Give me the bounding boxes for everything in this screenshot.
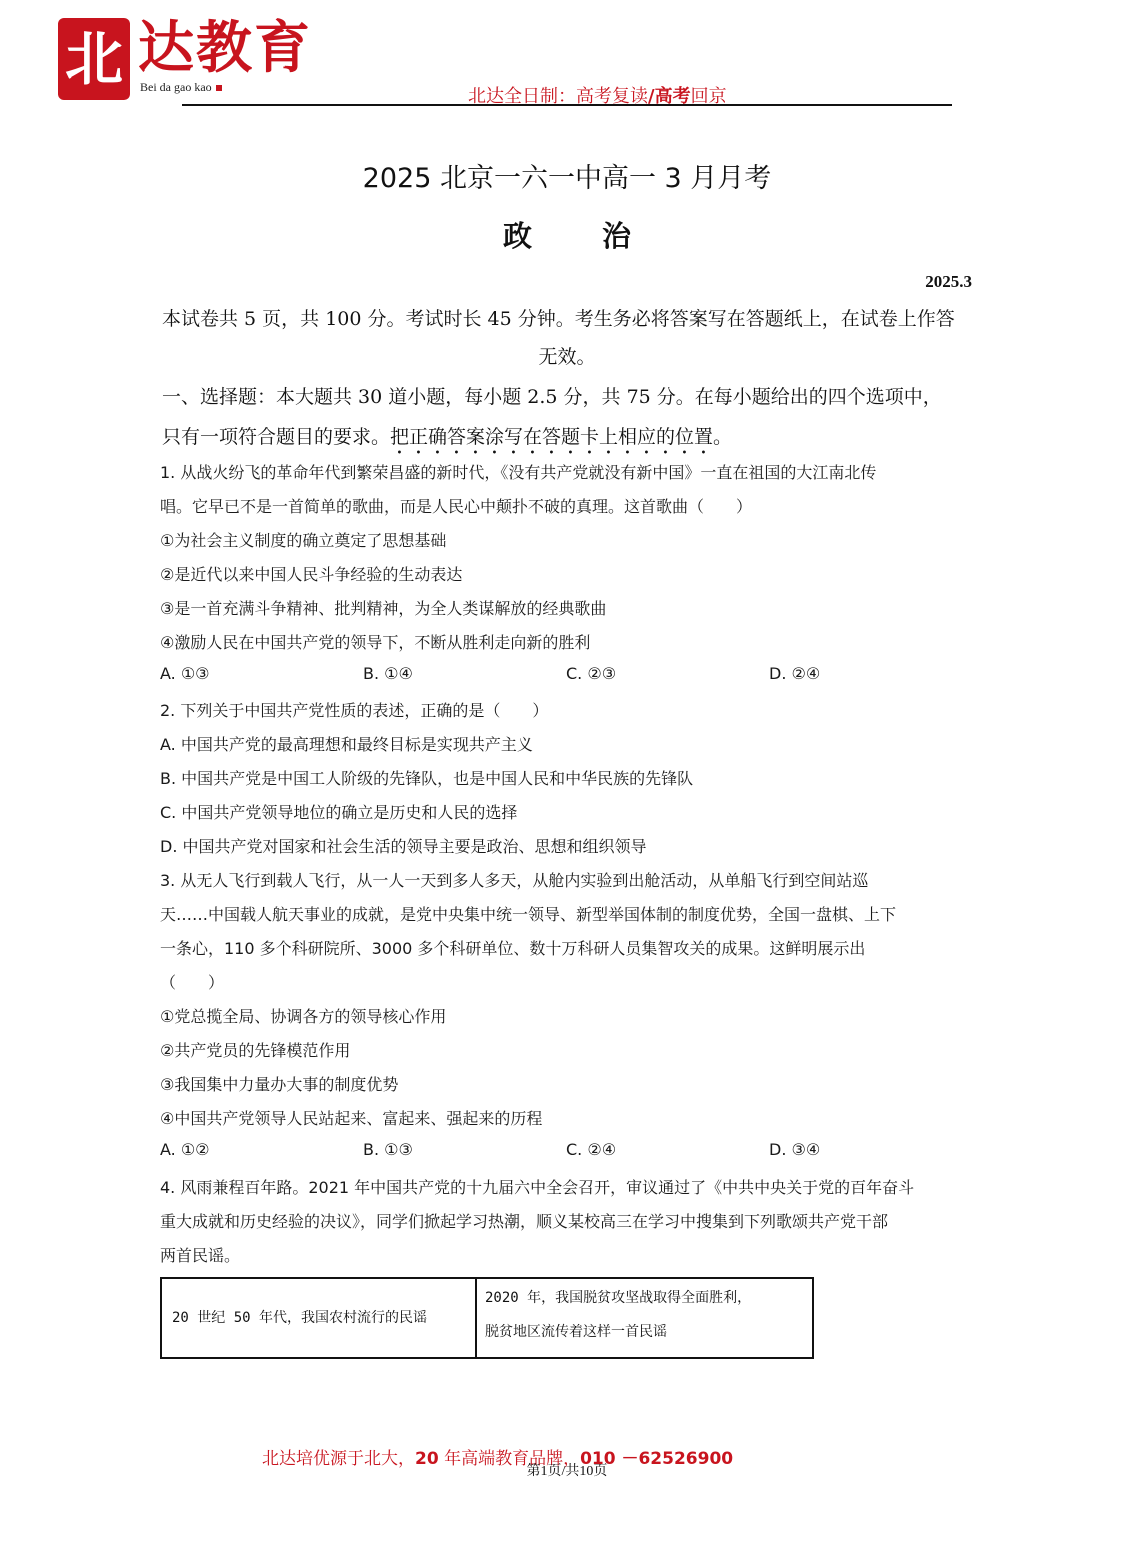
q3-statement-1: ①党总揽全局、协调各方的领导核心作用 (160, 1007, 447, 1026)
slogan-part1: 北达全日制：高考复读 (468, 86, 648, 107)
logo-char: 北 (64, 25, 123, 93)
q3-statement-2: ②共产党员的先锋模范作用 (160, 1041, 351, 1060)
footer-ad-part1: 北达培优源于北大， (262, 1449, 415, 1469)
logo-subtitle (140, 80, 222, 95)
q2-option-d: D. 中国共产党对国家和社会生活的领导主要是政治、思想和组织领导 (160, 837, 647, 856)
q4-stem-line1: 4. 风雨兼程百年路。2021 年中国共产党的十九届六中全会召开，审议通过了《中共中央关于党的百年奋斗 (160, 1178, 915, 1197)
slogan-part2: 回京 (690, 86, 727, 107)
q1-statement-4: ④激励人民在中国共产党的领导下，不断从胜利走向新的胜利 (160, 633, 591, 652)
q1-statement-1: ①为社会主义制度的确立奠定了思想基础 (160, 531, 447, 550)
q4-stem-line2: 重大成就和历史经验的决议》，同学们掀起学习热潮，顺义某校高三在学习中搜集到下列歌颂共产党干部 (160, 1212, 889, 1231)
q4-stem-line3: 两首民谣。 (160, 1246, 241, 1265)
q3-stem-line1: 3. 从无人飞行到载人飞行，从一人一天到多人多天，从舱内实验到出舱活动，从单船飞行到空间站巡 (160, 871, 869, 890)
section-line2-a: 只有一项符合题目的要求。 (162, 426, 391, 448)
q3-option-d: D. ③④ (769, 1140, 821, 1159)
q3-option-a: A. ①② (160, 1140, 210, 1159)
q1-option-b: B. ①④ (363, 664, 413, 683)
q2-option-a: A. 中国共产党的最高理想和最终目标是实现共产主义 (160, 735, 533, 754)
exam-intro-line1: 本试卷共 5 页，共 100 分。考试时长 45 分钟。考生务必将答案写在答题纸上，在试卷上作答 (162, 308, 955, 330)
q2-stem: 2. 下列关于中国共产党性质的表述，正确的是（ ） (160, 701, 549, 720)
header-divider (182, 104, 952, 106)
logo-subtitle-text: Bei da gao kao (140, 80, 212, 94)
q4-table-right-line2: 脱贫地区流传着这样一首民谣 (485, 1324, 667, 1340)
square-icon (216, 85, 222, 91)
section-heading-line1: 一、选择题：本大题共 30 道小题，每小题 2.5 分，共 75 分。在每小题给出的四个选项中， (162, 386, 942, 408)
q3-option-b: B. ①③ (363, 1140, 413, 1159)
section-line2-c: 。 (713, 426, 733, 448)
q3-stem-line4: （ ） (160, 973, 225, 992)
q3-stem-line2: 天……中国载人航天事业的成就，是党中央集中统一领导、新型举国体制的制度优势，全国一盘棋、上下 (160, 905, 897, 924)
q1-stem-line2: 唱。它早已不是一首简单的歌曲，而是人民心中颠扑不破的真理。这首歌曲（ ） (160, 497, 753, 516)
q3-statement-3: ③我国集中力量办大事的制度优势 (160, 1075, 399, 1094)
exam-intro-line2: 无效。 (538, 346, 596, 368)
slogan-bold: /高考 (648, 86, 691, 107)
logo-mark (58, 18, 130, 100)
section-line2-emphasis: 把正确答案涂写在答题卡上相应的位置 (390, 426, 714, 448)
page-number: 第1页/共10页 (526, 1464, 608, 1479)
footer-ad-bold1: 20 (415, 1449, 439, 1469)
q4-table-cell-right (477, 1279, 812, 1357)
q3-stem-line3: 一条心，110 多个科研院所、3000 多个科研单位、数十万科研人员集智攻关的成果。这鲜明展示出 (160, 939, 866, 958)
exam-date: 2025.3 (925, 272, 972, 291)
q1-option-c: C. ②③ (566, 664, 617, 683)
q1-option-d: D. ②④ (769, 664, 821, 683)
q2-option-c: C. 中国共产党领导地位的确立是历史和人民的选择 (160, 803, 518, 822)
q4-table-right-line1: 2020 年，我国脱贫攻坚战取得全面胜利， (485, 1290, 752, 1306)
logo-text: 达教育 (138, 15, 312, 81)
q1-statement-2: ②是近代以来中国人民斗争经验的生动表达 (160, 565, 463, 584)
exam-title: 2025 北京一六一中高一 3 月月考 (362, 163, 772, 194)
footer-phone: 010 －62526900 (580, 1449, 734, 1469)
exam-subject: 政 治 (502, 219, 632, 253)
footer-ad-part2: 年高端教育品牌， (438, 1449, 581, 1469)
q4-table-cell-left (162, 1279, 477, 1357)
q1-statement-3: ③是一首充满斗争精神、批判精神，为全人类谋解放的经典歌曲 (160, 599, 607, 618)
q1-stem-line1: 1. 从战火纷飞的革命年代到繁荣昌盛的新时代，《没有共产党就没有新中国》一直在祖国的大江南北传 (160, 463, 877, 482)
brand-logo (58, 14, 358, 104)
q4-table-left-text: 20 世纪 50 年代，我国农村流行的民谣 (172, 1310, 428, 1326)
q4-table (160, 1277, 814, 1359)
q1-option-a: A. ①③ (160, 664, 210, 683)
q2-option-b: B. 中国共产党是中国工人阶级的先锋队，也是中国人民和中华民族的先锋队 (160, 769, 694, 788)
section-heading-line2 (162, 422, 732, 459)
q3-option-c: C. ②④ (566, 1140, 617, 1159)
q3-statement-4: ④中国共产党领导人民站起来、富起来、强起来的历程 (160, 1109, 543, 1128)
